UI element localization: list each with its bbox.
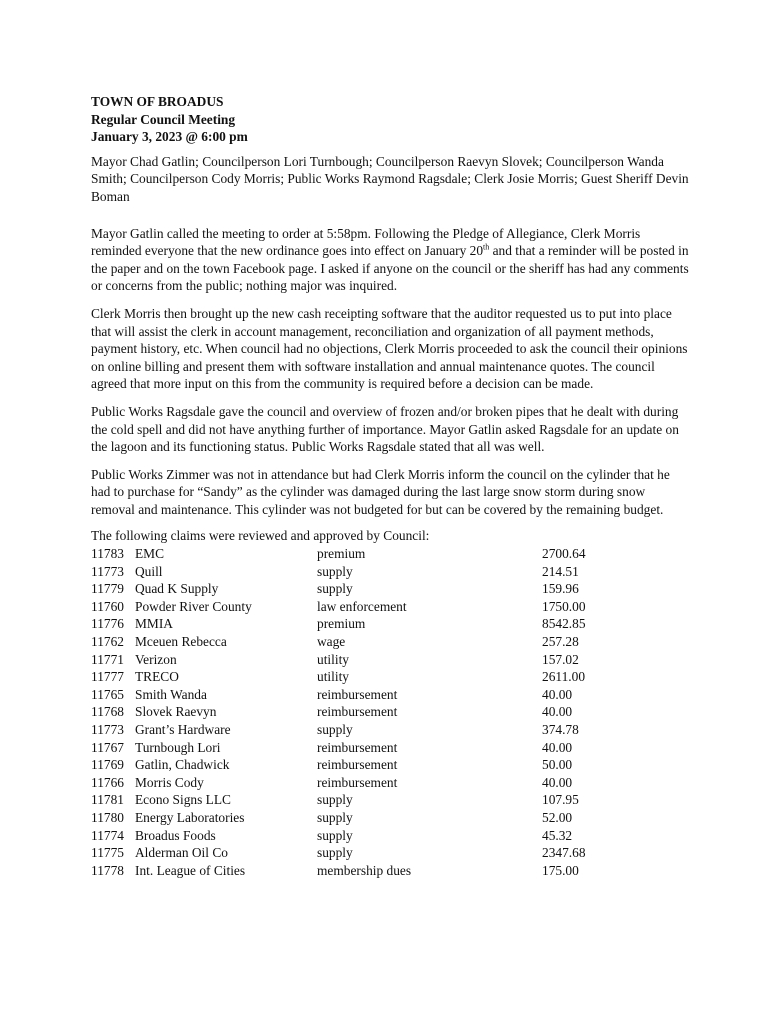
claim-number: 11775 <box>91 845 124 861</box>
claim-type: supply <box>317 809 353 825</box>
claim-vendor: Int. League of Cities <box>135 862 246 878</box>
claim-type: premium <box>317 546 366 562</box>
claim-vendor: Grant’s Hardware <box>135 722 231 737</box>
claim-row <box>91 774 691 792</box>
claim-vendor: Quill <box>135 563 163 579</box>
claim-type: supply <box>317 792 353 808</box>
claim-row <box>91 580 691 598</box>
claim-vendor: Energy Laboratories <box>135 809 245 825</box>
attendees-list: Mayor Chad Gatlin; Councilperson Lori Turnbough; Councilperson Raevyn Slovek; Councilperson Wanda Smith; Councilperson Cody Morris; Public Works Raymond Ragsdale; Clerk Josie Morris; Guest Sheriff Devin Boman <box>91 153 689 204</box>
meeting-type: Regular Council Meeting <box>91 111 236 127</box>
claim-type: reimbursement <box>317 757 398 773</box>
claim-type: supply <box>317 827 353 843</box>
claim-number: 11760 <box>91 598 124 614</box>
claim-amount: 1750.00 <box>542 598 586 614</box>
claim-row <box>91 756 691 774</box>
claim-number: 11779 <box>91 581 124 597</box>
claim-type: law enforcement <box>317 598 407 614</box>
claim-type: reimbursement <box>317 686 398 702</box>
claim-vendor: Smith Wanda <box>135 686 207 702</box>
ordinal-suffix: th <box>483 242 490 252</box>
paragraph-cash-receipting: Clerk Morris then brought up the new cash receipting software that the auditor requested us to put into place that will assist the clerk in account management, reconciliation and organization of all payment methods, payment history, etc. When council had no objections, Clerk Morris proceeded to ask the council their opinions on online billing and present them with software installation and annual maintenance quotes. The council agreed that more input on this from the community is required before a decision can be made. <box>91 305 688 392</box>
paragraph-frozen-pipes: Public Works Ragsdale gave the council and overview of frozen and/or broken pipes that he dealt with during the cold spell and did not have anything further of importance. Mayor Gatlin asked Ragsdale for an update on the lagoon and its functioning status. Public Works Ragsdale stated that all was well. <box>91 403 679 455</box>
claim-amount: 2700.64 <box>542 546 586 562</box>
claims-table <box>91 545 691 879</box>
claim-vendor: Verizon <box>135 651 177 667</box>
claim-type: reimbursement <box>317 739 398 755</box>
claim-row <box>91 844 691 862</box>
paragraph-cylinder: Public Works Zimmer was not in attendance but had Clerk Morris inform the council on the cylinder that he had to purchase for “Sandy” as the cylinder was damaged during the last large snow storm during snow removal and maintenance. This cylinder was not budgeted for but can be covered by the remaining budget. <box>91 466 670 517</box>
claim-row <box>91 739 691 757</box>
claim-number: 11780 <box>91 809 124 825</box>
claim-vendor: Quad K Supply <box>135 581 219 597</box>
claim-amount: 2611.00 <box>542 669 586 685</box>
claim-amount: 157.02 <box>542 651 579 667</box>
claim-amount: 40.00 <box>542 739 573 755</box>
claim-row <box>91 651 691 669</box>
claim-vendor: Broadus Foods <box>135 827 216 843</box>
claim-amount: 159.96 <box>542 581 579 597</box>
claim-vendor: Mceuen Rebecca <box>135 634 227 650</box>
claim-number: 11765 <box>91 686 124 702</box>
claim-type: utility <box>317 669 349 685</box>
claim-row <box>91 615 691 633</box>
claim-type: premium <box>317 616 366 632</box>
claim-amount: 2347.68 <box>542 845 586 861</box>
claim-vendor: Morris Cody <box>135 774 204 790</box>
claim-vendor: Turnbough Lori <box>135 739 221 755</box>
claim-row <box>91 721 691 739</box>
claim-type: supply <box>317 563 353 579</box>
claim-number: 11773 <box>91 563 124 579</box>
claim-type: membership dues <box>317 862 412 878</box>
claim-vendor: Slovek Raevyn <box>135 704 217 720</box>
claim-number: 11769 <box>91 757 124 773</box>
claim-number: 11762 <box>91 634 124 650</box>
claim-amount: 40.00 <box>542 774 573 790</box>
claim-amount: 50.00 <box>542 757 573 773</box>
claims-intro: The following claims were reviewed and approved by Council: <box>91 528 430 544</box>
claim-row <box>91 633 691 651</box>
claim-number: 11771 <box>91 651 124 667</box>
claim-type: supply <box>317 581 353 597</box>
claim-amount: 40.00 <box>542 686 573 702</box>
claim-number: 11773 <box>91 722 124 737</box>
claim-number: 11781 <box>91 792 124 808</box>
claim-type: utility <box>317 651 349 667</box>
claim-vendor: EMC <box>135 546 165 562</box>
claim-row <box>91 668 691 686</box>
claim-number: 11768 <box>91 704 124 720</box>
claim-type: supply <box>317 845 353 861</box>
claim-amount: 8542.85 <box>542 616 586 632</box>
claim-number: 11767 <box>91 739 124 755</box>
claim-row <box>91 809 691 827</box>
claim-amount: 52.00 <box>542 809 573 825</box>
claim-vendor: MMIA <box>135 616 173 632</box>
paragraph-call-to-order-part1: Mayor Gatlin called the meeting to order at 5:58pm. Following the Pledge of Allegiance, Clerk Morris reminded everyone that the new ordinance goes into effect on January 20 <box>91 225 641 259</box>
claim-number: 11766 <box>91 774 124 790</box>
claim-type: reimbursement <box>317 774 398 790</box>
claim-row <box>91 563 691 581</box>
claim-row <box>91 703 691 721</box>
claim-amount: 257.28 <box>542 634 579 650</box>
paragraph-call-to-order-part2: and that a reminder will be posted in the paper and on the town Facebook page. I asked if anyone on the council or the sheriff has had any comments or concerns from the public; nothing major was inquired. <box>91 243 689 294</box>
document-page <box>91 93 691 879</box>
claim-amount: 107.95 <box>542 792 579 808</box>
claim-number: 11778 <box>91 862 124 878</box>
claim-vendor: Gatlin, Chadwick <box>135 757 230 773</box>
claim-row <box>91 827 691 845</box>
claim-row <box>91 545 691 563</box>
claim-amount: 175.00 <box>542 862 579 878</box>
claim-type: reimbursement <box>317 704 398 720</box>
meeting-date: January 3, 2023 @ 6:00 pm <box>91 129 248 145</box>
claim-type: supply <box>317 722 353 737</box>
document-header <box>91 93 691 146</box>
claim-vendor: Econo Signs LLC <box>135 792 231 808</box>
claim-row <box>91 686 691 704</box>
claim-vendor: Alderman Oil Co <box>135 845 228 861</box>
claim-row <box>91 598 691 616</box>
claim-amount: 45.32 <box>542 827 573 843</box>
claim-type: wage <box>317 634 346 650</box>
paragraph-call-to-order <box>91 225 691 295</box>
claim-vendor: Powder River County <box>135 598 252 614</box>
claim-amount: 40.00 <box>542 704 573 720</box>
claim-amount: 214.51 <box>542 563 579 579</box>
claim-row <box>91 791 691 809</box>
claim-number: 11777 <box>91 669 124 685</box>
claim-number: 11783 <box>91 546 124 562</box>
claim-number: 11774 <box>91 827 124 843</box>
claim-number: 11776 <box>91 616 124 632</box>
claim-row <box>91 862 691 880</box>
town-name: TOWN OF BROADUS <box>91 94 224 109</box>
claim-vendor: TRECO <box>135 669 179 685</box>
claim-amount: 374.78 <box>542 722 579 737</box>
